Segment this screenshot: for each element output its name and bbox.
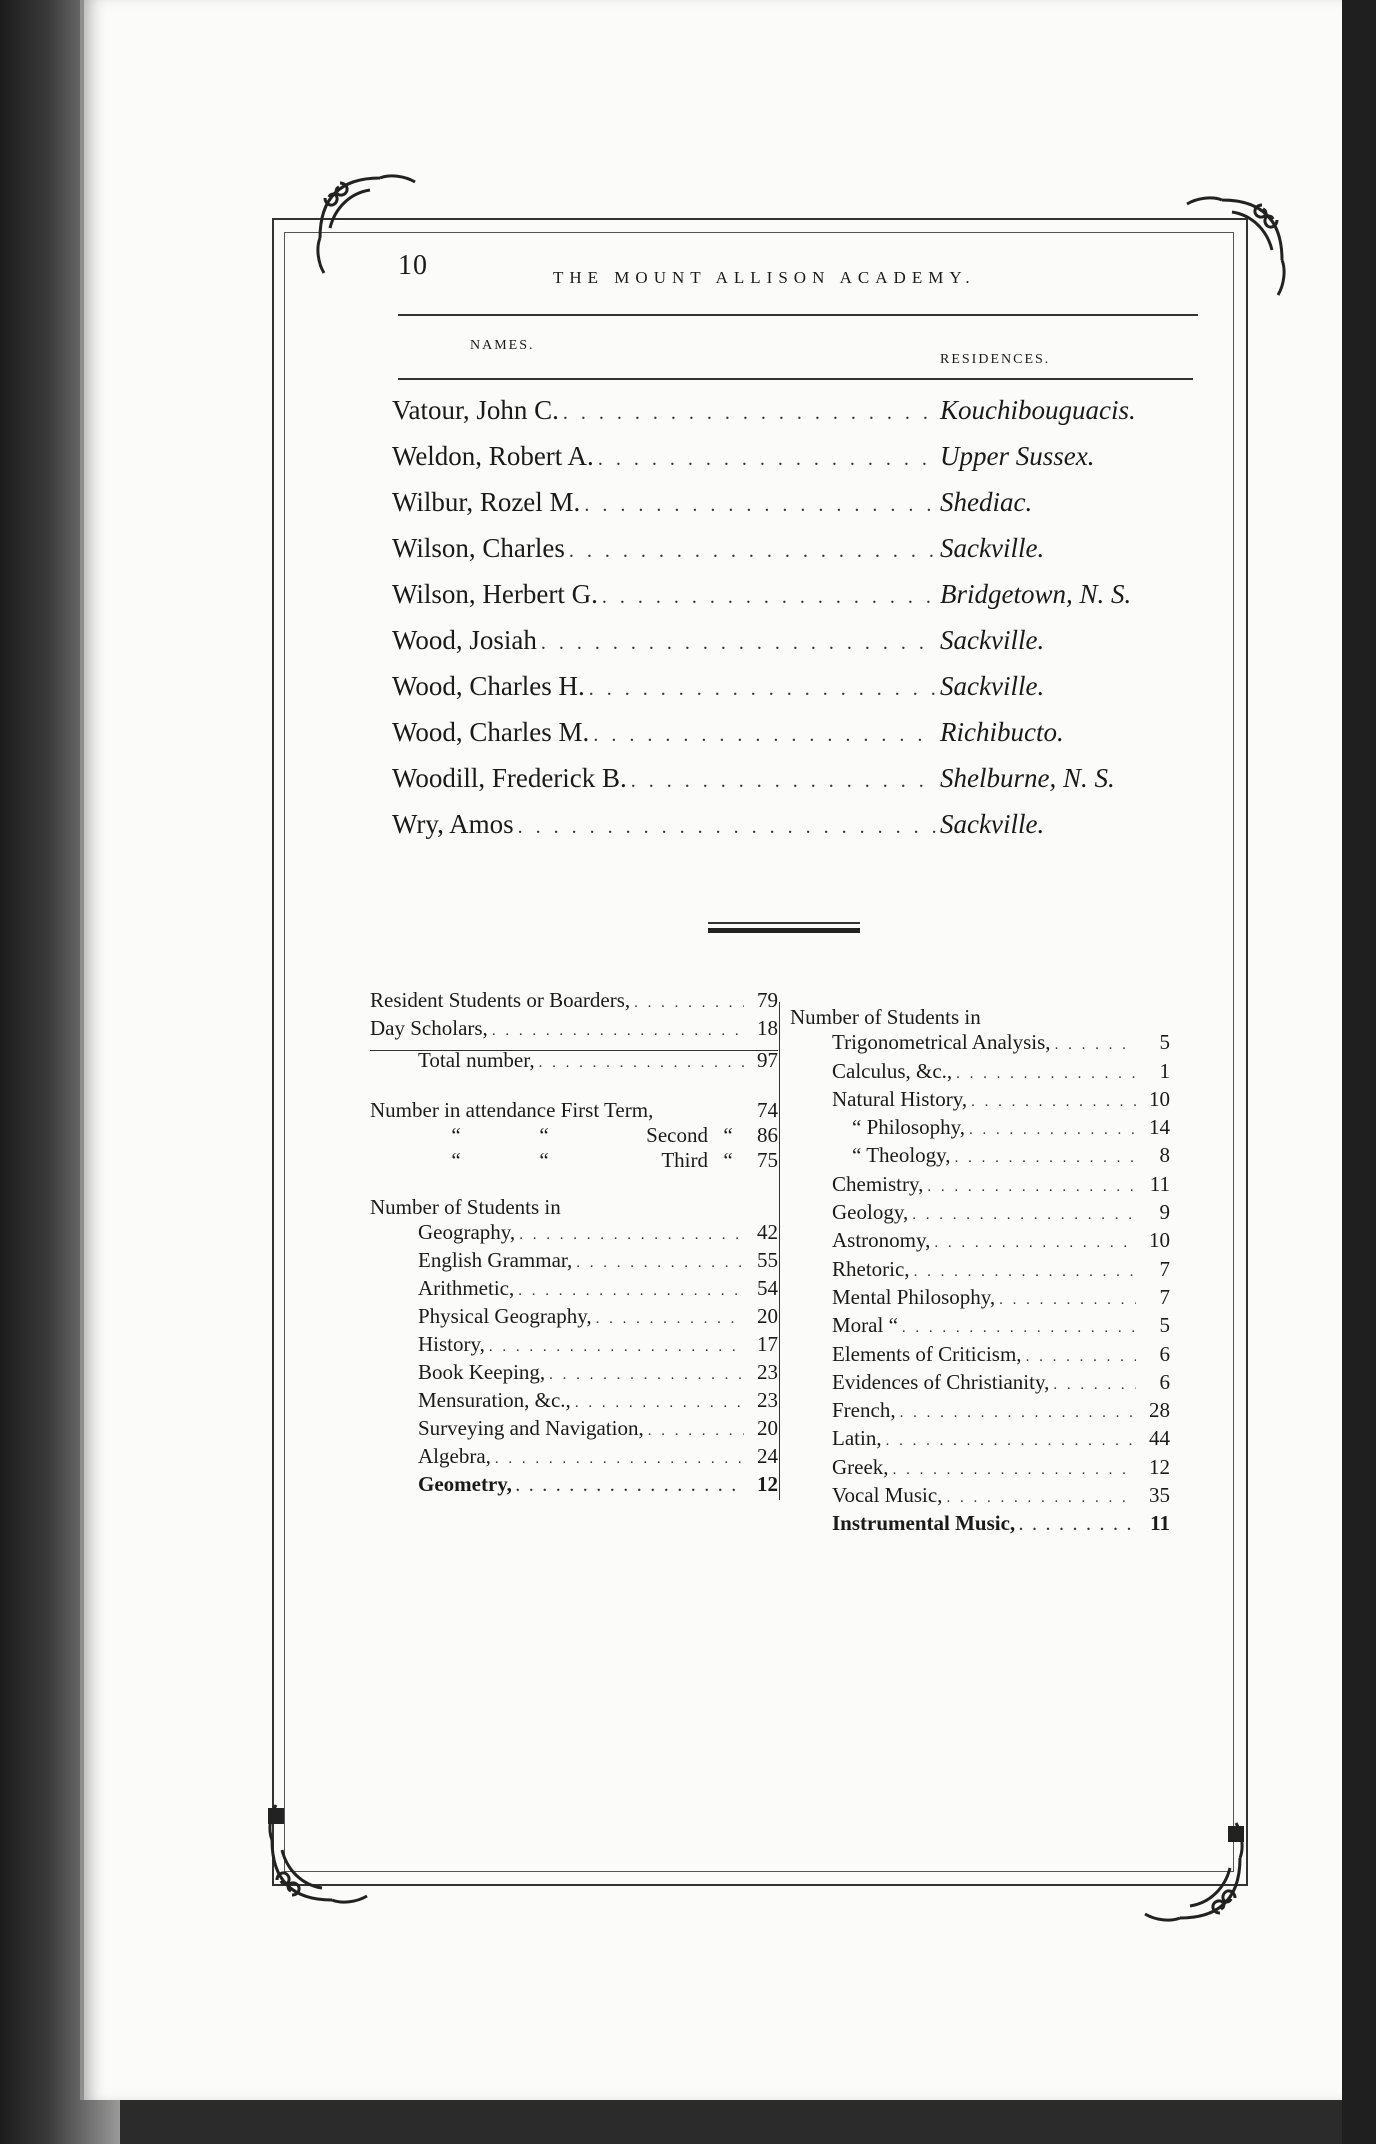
subject-count: 7 <box>1159 1256 1170 1281</box>
header-rule-top <box>398 314 1198 316</box>
dot-leader <box>912 1203 1136 1228</box>
subject-count: 9 <box>1159 1200 1170 1225</box>
dot-leader <box>602 586 936 609</box>
subject-count: 23 <box>757 1388 778 1412</box>
dot-leader <box>1019 1514 1136 1539</box>
subject-count: 44 <box>1149 1426 1170 1451</box>
statistics-right-column <box>790 1005 1170 1540</box>
dot-leader <box>519 1223 744 1248</box>
subject-row <box>790 1511 1170 1539</box>
stat-value: 97 <box>757 1048 778 1072</box>
dot-leader <box>648 1419 744 1444</box>
column-head-names: NAMES. <box>470 338 535 353</box>
subject-row <box>790 1030 1170 1058</box>
subject-label: History, <box>418 1332 485 1356</box>
dot-leader <box>946 1486 1136 1511</box>
ditto-mark: “ <box>723 1148 733 1172</box>
student-name: Wry, Amos <box>392 809 514 839</box>
subject-count: 23 <box>757 1360 778 1384</box>
subject-count: 5 <box>1159 1030 1170 1055</box>
student-name: Wilbur, Rozel M. <box>392 487 581 517</box>
subject-label: Vocal Music, <box>832 1483 943 1508</box>
list-item <box>392 625 1172 671</box>
subject-label: English Grammar, <box>418 1248 573 1272</box>
subject-row <box>790 1426 1170 1454</box>
list-item <box>392 441 1172 487</box>
stat-label: Second <box>646 1123 708 1147</box>
dot-leader <box>902 1316 1136 1341</box>
ornament-bottom-left-icon <box>262 1800 372 1910</box>
list-item <box>392 671 1172 717</box>
stat-row-resident <box>370 988 778 1016</box>
subject-label: Book Keeping, <box>418 1360 546 1384</box>
statistics-column-divider <box>779 1002 780 1500</box>
subject-count: 35 <box>1149 1483 1170 1508</box>
list-item <box>392 579 1172 625</box>
dot-leader <box>927 1175 1136 1200</box>
stat-label: Number in attendance First Term, <box>370 1098 654 1122</box>
dot-leader <box>634 991 744 1016</box>
stat-heading-students-in <box>370 1195 778 1220</box>
dot-leader <box>886 1429 1136 1454</box>
list-item <box>392 809 1172 855</box>
subject-count: 1 <box>1159 1058 1170 1083</box>
subject-count: 6 <box>1159 1369 1170 1394</box>
stat-value: 18 <box>757 1016 778 1040</box>
subject-row <box>790 1059 1170 1087</box>
stat-value: 79 <box>757 988 778 1012</box>
ditto-mark: “ <box>723 1123 733 1147</box>
ditto-mark: “ <box>451 1148 461 1172</box>
subject-row <box>790 1115 1170 1143</box>
student-name: Wilson, Charles <box>392 533 565 563</box>
header-rule-bottom <box>398 378 1193 380</box>
subject-row <box>790 1342 1170 1370</box>
student-residence: Sackville. <box>940 809 1045 839</box>
subject-label: Elements of Criticism, <box>832 1341 1022 1366</box>
dot-leader <box>631 770 936 793</box>
subject-row <box>370 1416 778 1444</box>
dot-leader <box>956 1062 1136 1087</box>
subject-row <box>790 1483 1170 1511</box>
dot-leader <box>971 1090 1136 1115</box>
stat-label: Resident Students or Boarders, <box>370 988 631 1012</box>
dot-leader <box>549 1363 744 1388</box>
subject-label: Calculus, &c., <box>832 1058 953 1083</box>
stat-value: 86 <box>757 1123 778 1147</box>
subject-label: Trigonometrical Analysis, <box>832 1030 1051 1055</box>
student-name: Wilson, Herbert G. <box>392 579 598 609</box>
dot-leader <box>955 1146 1136 1171</box>
student-name: Vatour, John C. <box>392 395 559 425</box>
subject-label: Algebra, <box>418 1444 491 1468</box>
dot-leader <box>1053 1373 1136 1398</box>
column-head-residences: RESIDENCES. <box>940 352 1051 367</box>
subject-label: Geology, <box>832 1200 909 1225</box>
subject-count: 8 <box>1159 1143 1170 1168</box>
stat-row-second-term <box>370 1123 778 1148</box>
dot-leader <box>969 1118 1136 1143</box>
student-name: Woodill, Frederick B. <box>392 763 627 793</box>
subject-count: 28 <box>1149 1398 1170 1423</box>
list-item <box>392 533 1172 579</box>
subject-row <box>790 1370 1170 1398</box>
dot-leader <box>596 1307 744 1332</box>
subject-count: 11 <box>1150 1511 1170 1536</box>
subject-label: “ Theology, <box>852 1143 951 1168</box>
dot-leader <box>1055 1033 1136 1058</box>
subject-row <box>790 1285 1170 1313</box>
subject-row <box>790 1228 1170 1256</box>
student-residence: Sackville. <box>940 625 1045 655</box>
subject-row <box>370 1220 778 1248</box>
stat-row-first-term <box>370 1098 778 1123</box>
subject-count: 17 <box>757 1332 778 1356</box>
subject-count: 6 <box>1159 1341 1170 1366</box>
subject-count: 7 <box>1159 1284 1170 1309</box>
dot-leader <box>914 1260 1136 1285</box>
subject-label: Physical Geography, <box>418 1304 592 1328</box>
dot-leader <box>900 1401 1136 1426</box>
subject-label: Geometry, <box>418 1472 512 1496</box>
student-residence: Sackville. <box>940 533 1045 563</box>
subject-label: “ Philosophy, <box>852 1115 965 1140</box>
subject-row <box>370 1248 778 1276</box>
subject-row <box>790 1257 1170 1285</box>
subject-row <box>790 1087 1170 1115</box>
dot-leader <box>934 1231 1136 1256</box>
subject-count: 55 <box>757 1248 778 1272</box>
subject-row <box>370 1444 778 1472</box>
subject-row <box>790 1143 1170 1171</box>
subject-row <box>370 1360 778 1388</box>
page-number: 10 <box>398 250 428 281</box>
subject-count: 12 <box>757 1472 778 1496</box>
student-residence: Richibucto. <box>940 717 1064 747</box>
dot-leader <box>598 448 936 471</box>
subject-label: Chemistry, <box>832 1171 924 1196</box>
scan-right-edge <box>1342 0 1376 2144</box>
subject-label: French, <box>832 1398 896 1423</box>
dot-leader <box>518 1279 744 1304</box>
dot-leader <box>893 1458 1136 1483</box>
subject-row <box>790 1455 1170 1483</box>
stat-label: Third <box>661 1148 708 1172</box>
stat-row-total <box>370 1048 778 1076</box>
dot-leader <box>584 494 936 517</box>
dot-leader <box>576 1251 744 1276</box>
subject-count: 42 <box>757 1220 778 1244</box>
dot-leader <box>999 1288 1136 1313</box>
subject-count: 54 <box>757 1276 778 1300</box>
subject-count: 12 <box>1149 1454 1170 1479</box>
dot-leader <box>489 1335 744 1360</box>
dot-leader <box>539 1051 744 1076</box>
stat-label: Number of Students in <box>370 1195 561 1219</box>
dot-leader <box>518 816 936 839</box>
subject-label: Natural History, <box>832 1086 968 1111</box>
stat-row-third-term <box>370 1148 778 1173</box>
subject-row <box>790 1398 1170 1426</box>
list-item <box>392 717 1172 763</box>
subject-row <box>790 1313 1170 1341</box>
student-residence: Shelburne, N. S. <box>940 763 1115 793</box>
list-item <box>392 763 1172 809</box>
subject-label: Greek, <box>832 1454 889 1479</box>
stat-label: Number of Students in <box>790 1005 981 1029</box>
ditto-mark: “ <box>539 1123 549 1147</box>
subject-count: 20 <box>757 1416 778 1440</box>
subject-label: Mensuration, &c., <box>418 1388 571 1412</box>
subject-label: Evidences of Christianity, <box>832 1369 1050 1394</box>
dot-leader <box>593 724 936 747</box>
subject-count: 14 <box>1149 1115 1170 1140</box>
dot-leader <box>569 540 936 563</box>
subject-label: Latin, <box>832 1426 882 1451</box>
subject-label: Geography, <box>418 1220 516 1244</box>
list-item <box>392 487 1172 533</box>
list-item <box>392 395 1172 441</box>
subject-label: Instrumental Music, <box>832 1511 1016 1536</box>
dot-leader <box>563 402 936 425</box>
subject-label: Surveying and Navigation, <box>418 1416 644 1440</box>
subject-label: Rhetoric, <box>832 1256 910 1281</box>
dot-leader <box>541 632 936 655</box>
subject-row <box>370 1388 778 1416</box>
statistics-left-column <box>370 988 778 1500</box>
student-residence: Upper Sussex. <box>940 441 1095 471</box>
section-separator <box>708 922 860 933</box>
dot-leader <box>492 1019 744 1044</box>
student-name: Wood, Charles M. <box>392 717 590 747</box>
subject-count: 10 <box>1149 1086 1170 1111</box>
subject-label: Mental Philosophy, <box>832 1284 996 1309</box>
subject-label: Astronomy, <box>832 1228 931 1253</box>
dot-leader <box>575 1391 744 1416</box>
running-head: THE MOUNT ALLISON ACADEMY. <box>553 268 976 287</box>
stat-row-day-scholars <box>370 1016 778 1044</box>
student-residence: Bridgetown, N. S. <box>940 579 1132 609</box>
subject-row <box>790 1172 1170 1200</box>
subject-count: 5 <box>1159 1313 1170 1338</box>
student-list <box>392 395 1172 855</box>
student-residence: Sackville. <box>940 671 1045 701</box>
subject-row <box>370 1276 778 1304</box>
stat-value: 75 <box>757 1148 778 1172</box>
ditto-mark: “ <box>539 1148 549 1172</box>
dot-leader <box>1026 1345 1136 1370</box>
ditto-mark: “ <box>451 1123 461 1147</box>
subject-row <box>370 1472 778 1500</box>
ornament-bottom-right-icon <box>1140 1818 1250 1928</box>
subject-label: Arithmetic, <box>418 1276 515 1300</box>
dot-leader <box>589 678 936 701</box>
subject-label: Moral “ <box>832 1313 898 1338</box>
student-name: Weldon, Robert A. <box>392 441 594 471</box>
subject-row <box>370 1304 778 1332</box>
ornament-top-right-icon <box>1182 190 1292 300</box>
stat-label: Day Scholars, <box>370 1016 488 1040</box>
subject-row <box>370 1332 778 1360</box>
subject-count: 11 <box>1149 1171 1170 1196</box>
dot-leader <box>516 1475 744 1500</box>
subject-count: 20 <box>757 1304 778 1328</box>
subject-row <box>790 1200 1170 1228</box>
student-name: Wood, Josiah <box>392 625 537 655</box>
stat-value: 74 <box>757 1098 778 1122</box>
subject-count: 24 <box>757 1444 778 1468</box>
subject-count: 10 <box>1149 1228 1170 1253</box>
stat-heading-students-in <box>790 1005 1170 1030</box>
student-name: Wood, Charles H. <box>392 671 585 701</box>
stat-label: Total number, <box>418 1048 535 1072</box>
student-residence: Shediac. <box>940 487 1033 517</box>
dot-leader <box>495 1447 744 1472</box>
student-residence: Kouchibouguacis. <box>940 395 1136 425</box>
